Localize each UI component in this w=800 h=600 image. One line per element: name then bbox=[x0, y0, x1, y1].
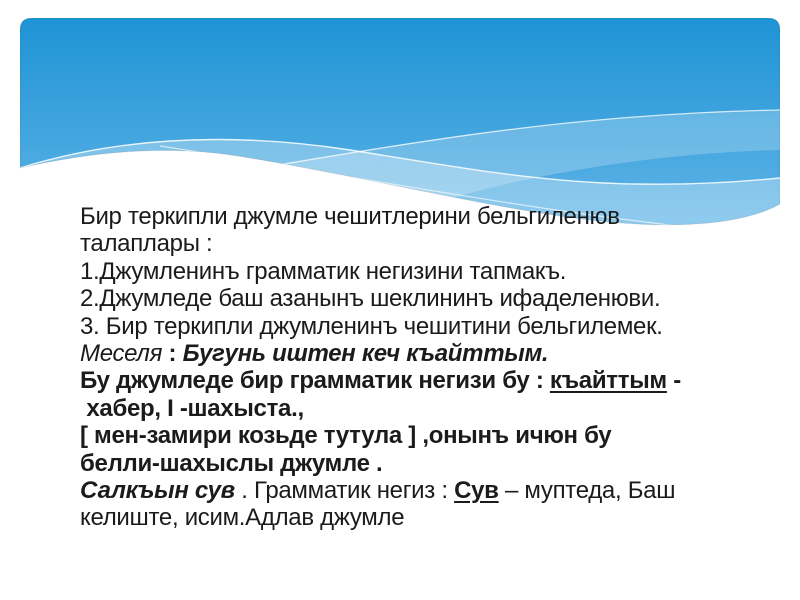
text-segment: 2.Джумледе баш азанынъ шеклининъ ифаделенюви. bbox=[80, 285, 661, 313]
text-line bbox=[80, 203, 780, 230]
text-line bbox=[80, 395, 780, 422]
text-segment: . Грамматик негиз : bbox=[234, 477, 455, 505]
text-segment: Бугунь иштен кеч къайттым. bbox=[182, 340, 549, 368]
text-segment: Меселя bbox=[80, 340, 163, 368]
text-line bbox=[80, 285, 780, 312]
text-segment: белли-шахыслы джумле . bbox=[80, 449, 383, 477]
text-segment: Бу джумледе бир грамматик негизи бу : bbox=[80, 367, 550, 395]
text-line bbox=[80, 230, 780, 257]
text-segment: 3. Бир теркипли джумленинъ чешитини бельгилемек. bbox=[80, 312, 663, 340]
text-segment: - bbox=[666, 367, 681, 395]
text-line bbox=[80, 258, 780, 285]
text-line bbox=[80, 504, 780, 531]
text-line bbox=[80, 477, 780, 504]
text-line bbox=[80, 367, 780, 394]
text-line bbox=[80, 422, 780, 449]
text-segment: Сув bbox=[454, 477, 499, 505]
text-line bbox=[80, 340, 780, 367]
text-segment: : bbox=[162, 340, 183, 368]
text-segment: – муптеда, Баш bbox=[498, 477, 676, 505]
text-line bbox=[80, 313, 780, 340]
text-line bbox=[80, 450, 780, 477]
text-segment: келиште, исим.Адлав джумле bbox=[80, 504, 405, 532]
text-segment: Салкъын сув bbox=[80, 477, 235, 505]
text-segment: [ мен-замири козьде тутула ] ,онынъ ичюн бу bbox=[80, 422, 612, 450]
text-segment: къайттым bbox=[549, 367, 667, 395]
text-segment: хабер, I -шахыста., bbox=[80, 394, 304, 422]
text-segment: 1.Джумленинъ грамматик негизини тапмакъ. bbox=[80, 257, 567, 285]
text-segment: Бир теркипли джумле чешитлерини бельгиленюв bbox=[80, 203, 620, 230]
text-segment: талаплары : bbox=[80, 230, 213, 258]
slide-text-block bbox=[80, 203, 780, 532]
